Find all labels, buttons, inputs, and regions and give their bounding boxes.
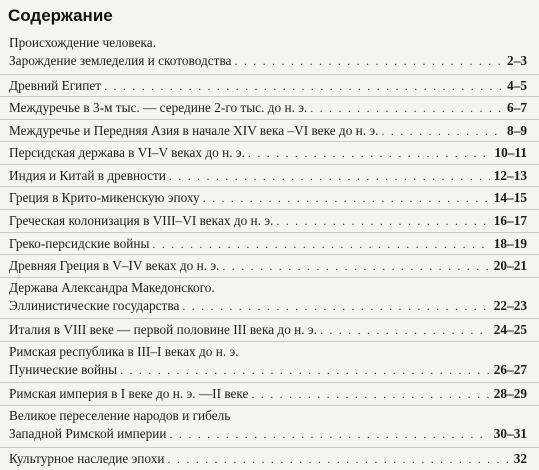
- toc-list: [0, 33, 539, 470]
- dot-leader: [234, 52, 503, 70]
- toc-entry[interactable]: [0, 165, 539, 188]
- toc-entry[interactable]: [0, 142, 539, 165]
- toc-entry[interactable]: [0, 448, 539, 470]
- toc-entry[interactable]: [0, 210, 539, 233]
- dot-leader: [120, 361, 490, 379]
- dot-leader: [310, 99, 503, 117]
- toc-entry-title: Римская империя в I веке до н. э. —II веке: [9, 386, 249, 402]
- dot-leader: [251, 385, 489, 403]
- toc-entry-row: [9, 450, 527, 468]
- toc-title: Содержание: [8, 6, 113, 25]
- dot-leader: [182, 297, 489, 315]
- toc-entry-row: [9, 297, 527, 315]
- dot-leader: [320, 321, 490, 339]
- dot-leader: [203, 189, 490, 207]
- toc-entry[interactable]: [0, 97, 539, 120]
- toc-entry-title: Культурное наследие эпохи: [9, 450, 165, 466]
- toc-entry-row: [9, 122, 527, 140]
- toc-entry[interactable]: [0, 342, 539, 384]
- toc-entry-pages: 16–17: [493, 213, 527, 229]
- toc-entry-title: Персидская держава в VI–V веках до н. э.: [9, 145, 245, 161]
- toc-entry-pages: 12–13: [493, 167, 527, 183]
- dot-leader: [276, 212, 489, 230]
- toc-entry-title: Италия в VIII веке — первой половине III века до н. э.: [9, 322, 317, 338]
- toc-entry-pages: 10–11: [494, 145, 527, 161]
- toc-entry[interactable]: [0, 75, 539, 98]
- toc-entry-title: Древний Египет: [9, 77, 102, 93]
- toc-entry-row: [9, 235, 527, 253]
- toc-entry[interactable]: [0, 319, 539, 342]
- toc-entry-row: [9, 167, 527, 185]
- dot-leader: [381, 122, 503, 140]
- toc-entry-pages: 4–5: [507, 77, 527, 93]
- dot-leader: [170, 425, 490, 443]
- toc-entry-pages: 14–15: [493, 190, 527, 206]
- toc-entry-pages: 28–29: [493, 386, 527, 402]
- toc-entry[interactable]: [0, 383, 539, 406]
- toc-entry-title: Зарождение земледелия и скотоводства: [9, 53, 232, 68]
- toc-entry-row: [9, 257, 527, 275]
- dot-leader: [168, 450, 510, 468]
- toc-entry-title: Индия и Китай в древности: [9, 167, 166, 183]
- toc-entry-row: [9, 385, 527, 403]
- toc-entry-pages: 24–25: [493, 322, 527, 338]
- toc-entry[interactable]: [0, 120, 539, 143]
- toc-entry-pages: 18–19: [493, 235, 527, 251]
- toc-entry-title: Западной Римской империи: [9, 426, 167, 442]
- toc-entry-title: Пунические войны: [9, 361, 118, 377]
- toc-entry[interactable]: [0, 233, 539, 256]
- dot-leader: [248, 144, 491, 162]
- toc-entry-title-line: Римская республика в III–I веках до н. э.: [9, 343, 239, 359]
- toc-entry-title: Междуречье в 3-м тыс. — середине 2-го тыс. до н. э.: [9, 100, 308, 116]
- toc-entry[interactable]: [0, 278, 539, 320]
- toc-entry-pages: 20–21: [493, 258, 527, 274]
- toc-entry-pages: 26–27: [493, 361, 527, 377]
- toc-entry-row: [9, 99, 527, 117]
- toc-entry-row: [9, 321, 527, 339]
- toc-entry-row: [9, 425, 527, 443]
- toc-entry-title: Греческая колонизация в VIII–VI веках до н. э.: [9, 213, 274, 229]
- toc-entry[interactable]: [0, 33, 539, 75]
- dot-leader: [104, 77, 503, 95]
- toc-entry-pages: 22–23: [493, 297, 527, 313]
- toc-entry-row: [9, 52, 527, 70]
- dot-leader: [152, 235, 489, 253]
- toc-entry[interactable]: [0, 406, 539, 448]
- toc-entry-pages: 6–7: [507, 100, 527, 116]
- toc-entry-title-line: Происхождение человека.: [9, 35, 156, 50]
- dot-leader: [222, 257, 489, 275]
- toc-entry-title-line: Великое переселение народов и гибель: [9, 408, 231, 424]
- toc-entry-title-line: Держава Александра Македонского.: [9, 279, 215, 295]
- toc-entry-title: Междуречье и Передняя Азия в начале XIV века –VI веке до н. э.: [9, 122, 379, 138]
- toc-entry-row: [9, 77, 527, 95]
- toc-entry-title: Греция в Крито-микенскую эпоху: [9, 190, 200, 206]
- toc-entry[interactable]: [0, 187, 539, 210]
- toc-entry-row: [9, 144, 527, 162]
- toc-entry-pages: 32: [513, 450, 527, 466]
- toc-entry-pages: 2–3: [507, 53, 527, 68]
- toc-entry-pages: 8–9: [507, 122, 527, 138]
- toc-entry-title: Эллинистические государства: [9, 297, 180, 313]
- toc-entry[interactable]: [0, 255, 539, 278]
- toc-entry-pages: 30–31: [493, 426, 527, 442]
- toc-entry-row: [9, 189, 527, 207]
- toc-entry-row: [9, 212, 527, 230]
- toc-entry-title: Греко-персидские войны: [9, 235, 150, 251]
- toc-entry-row: [9, 361, 527, 379]
- dot-leader: [169, 167, 490, 185]
- toc-entry-title: Древняя Греция в V–IV веках до н. э.: [9, 258, 220, 274]
